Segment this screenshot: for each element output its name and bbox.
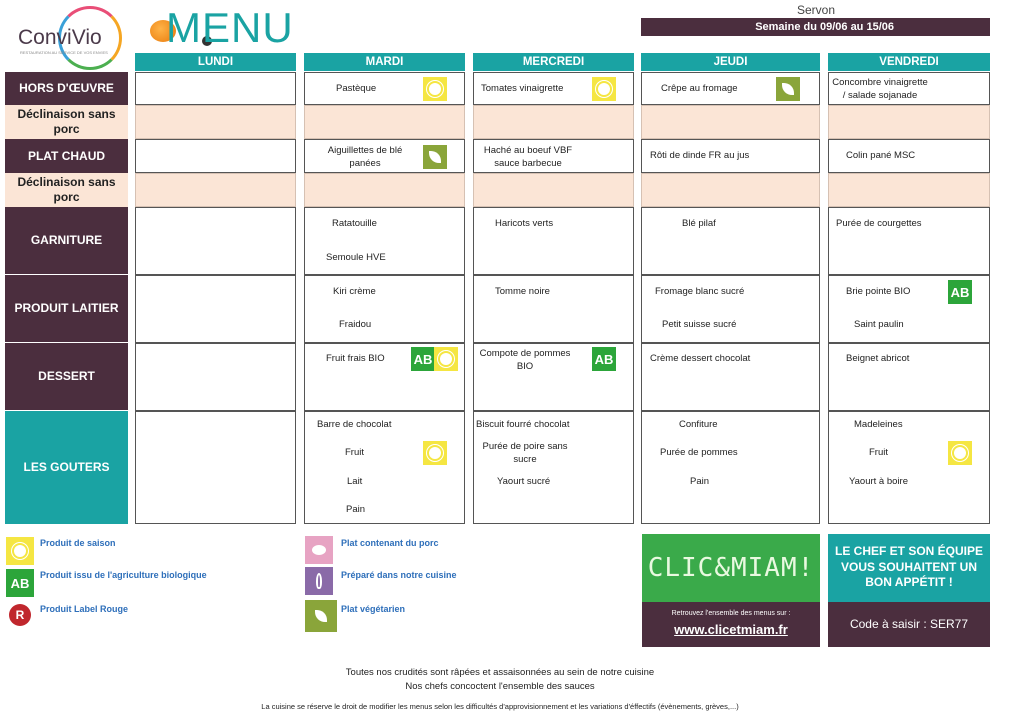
mardi-dessert: Fruit frais BIO [326,353,385,364]
clic-et-miam-footer [642,602,820,647]
legend-leaf-icon [305,600,337,632]
cell-lundi-sans-porc-2 [135,173,296,207]
mardi-hors-doeuvre: Pastèque [336,83,377,94]
day-header-mercredi: MERCREDI [473,53,634,71]
week-banner: Semaine du 09/06 au 15/06 [641,18,990,36]
mardi-plat: Aiguillettes de blé panées [327,145,403,169]
day-header-vendredi: VENDREDI [828,53,990,71]
footer-line-2: Nos chefs concoctent l'ensemble des sauces [405,680,595,692]
ab-organic-icon: AB [411,347,435,371]
jeudi-plat: Rôti de dinde FR au jus [650,150,750,161]
mardi-garniture-1: Ratatouille [332,218,377,229]
sun-icon [948,441,972,465]
vendredi-plat: Colin pané MSC [846,150,916,161]
sun-icon [423,77,447,101]
mercredi-gouter-3: Yaourt sucré [497,476,551,487]
day-header-lundi: LUNDI [135,53,296,71]
mercredi-hors-doeuvre: Tomates vinaigrette [481,83,564,94]
leaf-icon [423,145,447,169]
footer-disclaimer: La cuisine se réserve le droit de modifier les menus selon les difficultés d'approvisionnement et les variations d'éffectifs (évènements, grèves,...) [261,702,739,711]
cell-mercredi-sans-porc-1 [473,105,634,139]
ab-organic-icon: AB [948,280,972,304]
mardi-gouter-4: Pain [346,504,366,515]
jeudi-hors-doeuvre: Crêpe au fromage [661,83,738,94]
cell-vendredi-sans-porc-1 [828,105,990,139]
vendredi-gouter-1: Madeleines [854,419,903,430]
legend-label-rouge-icon: R [6,601,34,629]
mercredi-plat: Haché au boeuf VBF sauce barbecue [483,145,573,169]
clic-caption: Retrouvez l'ensemble des menus sur : [671,610,791,617]
cell-mardi-sans-porc-1 [304,105,465,139]
mercredi-gouter-2: Purée de poire sans sucre [482,441,568,465]
sun-icon [423,441,447,465]
legend-label-rouge: Produit Label Rouge [40,604,129,614]
legend-cuisine: Préparé dans notre cuisine [341,570,457,580]
row-label-sans-porc-2: Déclinaison sans porc [5,173,128,207]
footer-notes [0,666,1000,694]
clic-et-miam-logo: CLIC&MIAM! [642,534,820,602]
row-label-sans-porc-1: Déclinaison sans porc [5,105,128,139]
cell-mercredi-sans-porc-2 [473,173,634,207]
mardi-gouter-3: Lait [347,476,363,487]
cell-jeudi-sans-porc-2 [641,173,820,207]
mardi-garniture-2: Semoule HVE [326,252,386,263]
logo-name: ConviVio [18,26,102,49]
legend-saison: Produit de saison [40,538,116,548]
jeudi-laitier-1: Fromage blanc sucré [655,286,745,297]
row-label-dessert: DESSERT [5,343,128,410]
jeudi-dessert: Crème dessert chocolat [650,353,751,364]
jeudi-gouter-1: Confiture [679,419,718,430]
jeudi-garniture-1: Blé pilaf [682,218,716,229]
sun-icon [434,347,458,371]
jeudi-gouter-3: Pain [690,476,710,487]
leaf-icon [776,77,800,101]
menu-word: MENU [166,4,294,51]
mardi-gouter-2: Fruit [345,447,364,458]
vendredi-hors-doeuvre: Concombre vinaigrette / salade sojanade [832,77,928,101]
row-label-plat-chaud: PLAT CHAUD [5,139,128,173]
jeudi-gouter-2: Purée de pommes [660,447,738,458]
vendredi-gouter-3: Yaourt à boire [849,476,908,487]
legend-vegetarien: Plat végétarien [341,604,406,614]
clic-url-link[interactable]: www.clicetmiam.fr [674,622,788,637]
cell-jeudi-sans-porc-1 [641,105,820,139]
vendredi-dessert: Beignet abricot [846,353,910,364]
ab-organic-icon: AB [592,347,616,371]
vendredi-laitier-1: Brie pointe BIO [846,286,911,297]
cell-jeudi-garniture [641,207,820,275]
legend-sun-icon [6,537,34,565]
legend-bio: Produit issu de l'agriculture biologique [40,570,207,580]
cell-lundi-garniture [135,207,296,275]
mercredi-garniture-1: Haricots verts [495,218,554,229]
vendredi-laitier-2: Saint paulin [854,319,904,330]
mardi-laitier-1: Kiri crème [333,286,376,297]
cell-lundi-gouter [135,411,296,524]
legend-whisk-icon [305,567,333,595]
access-code: Code à saisir : SER77 [828,602,990,647]
legend-ab-organic-icon: AB [6,569,34,597]
day-header-jeudi: JEUDI [641,53,820,71]
cell-lundi-laitier [135,275,296,343]
vendredi-gouter-2: Fruit [869,447,888,458]
cell-lundi-hors-doeuvre [135,72,296,105]
cell-vendredi-gouter [828,411,990,524]
cell-jeudi-gouter [641,411,820,524]
mardi-gouter-1: Barre de chocolat [317,419,392,430]
row-label-garniture: GARNITURE [5,207,128,274]
cell-mardi-laitier [304,275,465,343]
convivio-logo [12,4,122,68]
logo-tagline: RESTAURATION AU SERVICE DE VOS ENVIES [20,50,108,55]
cell-lundi-sans-porc-1 [135,105,296,139]
cell-mardi-sans-porc-2 [304,173,465,207]
cell-lundi-dessert [135,343,296,411]
vendredi-garniture-1: Purée de courgettes [836,218,922,229]
row-label-produit-laitier: PRODUIT LAITIER [5,275,128,342]
legend-porc: Plat contenant du porc [341,538,439,548]
cell-vendredi-sans-porc-2 [828,173,990,207]
cell-lundi-plat [135,139,296,173]
row-label-hors-doeuvre: HORS D'ŒUVRE [5,72,128,105]
day-header-mardi: MARDI [304,53,465,71]
jeudi-laitier-2: Petit suisse sucré [662,319,737,330]
mardi-laitier-2: Fraidou [339,319,372,330]
footer-line-1: Toutes nos crudités sont râpées et assaisonnées au sein de notre cuisine [345,667,655,678]
mercredi-gouter-1: Biscuit fourré chocolat [476,419,570,430]
row-label-gouters: LES GOUTERS [5,411,128,524]
sun-icon [592,77,616,101]
chef-message: LE CHEF ET SON ÉQUIPE VOUS SOUHAITENT UN BON APPÉTIT ! [828,534,990,602]
site-name: Servon [796,3,836,17]
mercredi-laitier-1: Tomme noire [495,286,550,297]
mercredi-dessert: Compote de pommes BIO [479,348,571,372]
legend-pig-icon [305,536,333,564]
